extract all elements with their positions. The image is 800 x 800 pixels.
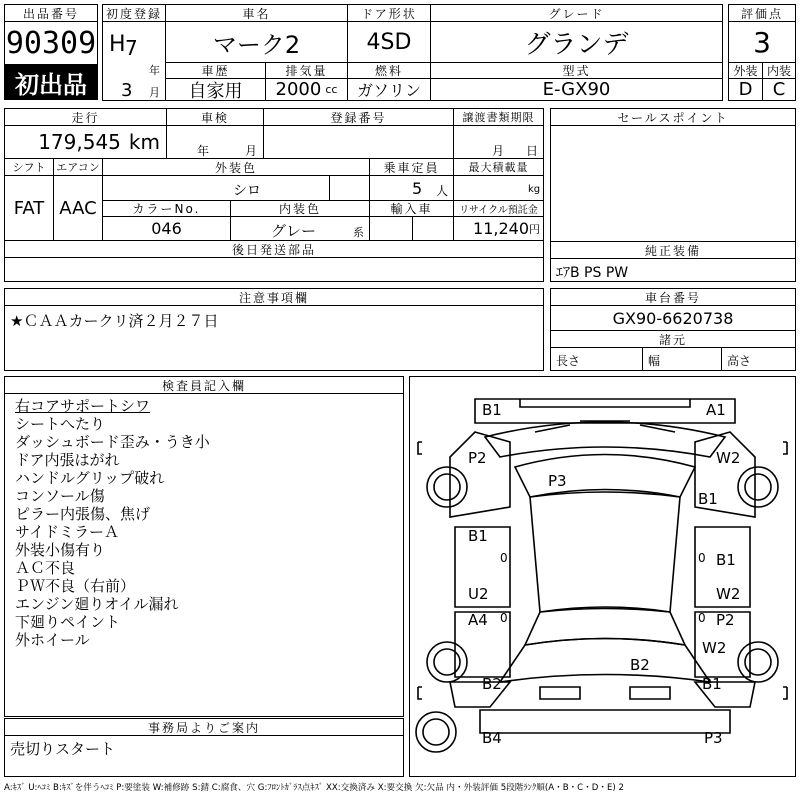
load-label: 最大積載量 xyxy=(453,158,544,176)
inspection-year-unit: 年 xyxy=(197,144,210,158)
mark-p3-roof: P3 xyxy=(548,472,567,490)
name-value: マーク2 xyxy=(165,21,348,63)
dims-label: 諸元 xyxy=(550,330,796,348)
lot-label: 出品番号 xyxy=(4,4,98,22)
legend-text: A:ｷｽﾞ U:ﾍｺﾐ B:ｷｽﾞを伴うﾍｺﾐ P:要塗装 W:補修跡 S:錆 C:腐食、穴 G:ﾌﾛﾝﾄｶﾞﾗｽ点ｷｽﾞ XX:交換済み X:要交換 欠:欠品 内・外装評価 5段階ﾗﾝｸ順(A・B・C・D・E) 2 xyxy=(4,783,624,793)
docs-cell xyxy=(453,125,544,159)
office-cell xyxy=(4,735,404,777)
mark-p2-rrdoor: P2 xyxy=(716,611,735,629)
door-value: 4SD xyxy=(347,21,431,63)
model-value: E-GX90 xyxy=(430,78,723,101)
intcolor-value: グレー xyxy=(271,222,317,240)
reg-year-unit: 年 xyxy=(149,64,160,77)
displacement-cell xyxy=(265,78,348,101)
reg-month-unit: 月 xyxy=(149,86,160,99)
load-unit: kg xyxy=(528,184,541,195)
defect-item: ドア内張はがれ xyxy=(15,451,120,469)
defect-item: 右コアサポートシワ xyxy=(15,397,151,415)
sales-label: セールスポイント xyxy=(550,108,796,126)
inspection-month-unit: 月 xyxy=(245,144,258,158)
load-cell xyxy=(453,175,544,201)
mark-b4-rear: B4 xyxy=(482,729,502,747)
import-label: 輸入車 xyxy=(369,200,454,217)
defect-item: ハンドルグリップ破れ xyxy=(15,469,165,487)
interior-value: C xyxy=(762,78,796,101)
height-label: 高さ xyxy=(727,354,752,368)
sales-cell xyxy=(550,125,796,242)
width-label: 幅 xyxy=(648,354,661,368)
defect-item: コンソール傷 xyxy=(15,487,105,505)
office-value: 売切りスタート xyxy=(10,740,116,758)
defect-item: シートへたり xyxy=(15,415,106,433)
notes-label: 注意事項欄 xyxy=(4,288,544,306)
mark-b2-trunk: B2 xyxy=(630,656,650,674)
reg-month: 3 xyxy=(121,80,133,101)
mileage-unit: km xyxy=(128,130,160,154)
mark-o-lrdoor: 0 xyxy=(500,611,508,625)
color-label: 外装色 xyxy=(102,158,370,176)
shift-value: FAT xyxy=(4,175,54,241)
colorno-value: 046 xyxy=(102,216,231,241)
grade-value: グランデ xyxy=(430,21,723,63)
colorno-label: カラーNo. xyxy=(102,200,231,217)
recycle-cell xyxy=(453,216,544,241)
inspector-cell xyxy=(4,393,404,717)
first-time-badge: 初出品 xyxy=(4,64,98,100)
mark-b1-rdoor: B1 xyxy=(716,551,736,569)
inspection-label: 車検 xyxy=(166,108,264,126)
mark-w2-rquarter: W2 xyxy=(702,639,727,657)
mark-o-rdoor: 0 xyxy=(698,551,706,565)
mark-p2-left: P2 xyxy=(468,449,487,467)
mark-o-rrdoor: 0 xyxy=(698,611,706,625)
score-value: 3 xyxy=(728,21,796,63)
length-label: 長さ xyxy=(556,354,581,368)
capacity-label: 乗車定員 xyxy=(369,158,454,176)
capacity-unit: 人 xyxy=(436,184,449,198)
chassis-label: 車台番号 xyxy=(550,288,796,306)
later-parts-label: 後日発送部品 xyxy=(4,240,544,258)
mark-a4-lrdoor: A4 xyxy=(468,611,488,629)
recycle-unit: 円 xyxy=(529,222,540,236)
mark-b1-right: B1 xyxy=(698,490,718,508)
color-value: シロ xyxy=(233,183,261,199)
lot-number: 90309 xyxy=(4,21,98,65)
equip-cell xyxy=(550,258,796,282)
car-outline-svg xyxy=(410,377,795,776)
intcolor-label: 内装色 xyxy=(230,200,370,217)
displacement-value: 2000 xyxy=(275,79,322,100)
displacement-unit: cc xyxy=(325,83,338,96)
defect-item: ＡＣ不良 xyxy=(15,559,76,577)
office-label: 事務局よりご案内 xyxy=(4,718,404,736)
model-label: 型式 xyxy=(430,62,723,79)
recycle-value: 11,240 xyxy=(473,219,529,238)
history-label: 車歴 xyxy=(165,62,266,79)
capacity-value: 5 xyxy=(412,179,423,198)
shift-label: シフト xyxy=(4,158,54,176)
inspection-cell xyxy=(166,125,264,159)
mark-b1-front: B1 xyxy=(482,401,502,419)
mark-w2-right: W2 xyxy=(716,449,741,467)
score-label: 評価点 xyxy=(728,4,796,22)
defect-item: 下廻りペイント xyxy=(15,613,121,631)
defect-item: 外ホイール xyxy=(15,631,90,649)
mileage-label: 走行 xyxy=(4,108,167,126)
defect-item: サイドミラーＡ xyxy=(15,523,119,541)
mileage-cell xyxy=(4,125,167,159)
history-value: 自家用 xyxy=(165,78,266,101)
regno-label: 登録番号 xyxy=(263,108,454,126)
reg-date-box xyxy=(102,21,166,101)
notes-value: ★ＣＡＡカークリ済２月２７日 xyxy=(10,312,219,330)
fuel-label: 燃料 xyxy=(347,62,431,79)
intcolor-unit: 系 xyxy=(353,226,364,239)
grade-label: グレード xyxy=(430,4,723,22)
docs-label: 譲渡書類期限 xyxy=(453,108,544,126)
mark-a1-front: A1 xyxy=(706,401,726,419)
capacity-cell xyxy=(369,175,454,201)
regno-cell xyxy=(263,125,454,159)
mark-b2-lrear: B2 xyxy=(482,675,502,693)
notes-cell xyxy=(4,305,544,371)
defect-item: 外装小傷有り xyxy=(15,541,106,559)
displacement-label: 排気量 xyxy=(265,62,348,79)
fuel-value: ガソリン xyxy=(347,78,431,101)
later-parts-cell xyxy=(4,257,544,282)
mark-u2-lrdoor: U2 xyxy=(468,585,489,603)
mark-b1-ldoor: B1 xyxy=(468,527,488,545)
name-label: 車名 xyxy=(165,4,348,22)
docs-month-unit: 月 xyxy=(492,144,505,158)
defect-item: ＰＷ不良（右前） xyxy=(15,577,136,595)
equip-label: 純正装備 xyxy=(550,241,796,259)
intcolor-cell xyxy=(230,216,370,241)
docs-day-unit: 日 xyxy=(526,144,539,158)
ac-value: AAC xyxy=(53,175,103,241)
defect-item: エンジン廻りオイル漏れ xyxy=(15,595,179,613)
mark-w2-rrdoor: W2 xyxy=(716,585,741,603)
inspector-label: 検査員記入欄 xyxy=(4,376,404,394)
exterior-label: 外装 xyxy=(728,62,763,79)
recycle-label: リサイクル預託金 xyxy=(453,200,544,217)
import-cell xyxy=(369,216,454,241)
reg-label: 初度登録 xyxy=(102,4,166,22)
interior-label: 内装 xyxy=(762,62,796,79)
dims-cell xyxy=(550,347,796,371)
defect-item: ダッシュボード歪み・うき小 xyxy=(15,433,210,451)
reg-era: H xyxy=(109,32,126,57)
color-cell xyxy=(102,175,370,201)
reg-year: 7 xyxy=(125,36,138,60)
door-label: ドア形状 xyxy=(347,4,431,22)
mark-b1-rrear: B1 xyxy=(702,675,722,693)
chassis-value: GX90-6620738 xyxy=(550,305,796,331)
exterior-value: D xyxy=(728,78,763,101)
car-diagram xyxy=(409,376,796,777)
mileage-value: 179,545 xyxy=(38,130,121,154)
defect-item: ピラー内張傷、焦げ xyxy=(15,505,151,523)
mark-p3-rear: P3 xyxy=(704,729,723,747)
equip-value: ｴｱB PS PW xyxy=(556,265,629,281)
mark-o-ldoor: 0 xyxy=(500,551,508,565)
ac-label: エアコン xyxy=(53,158,103,176)
